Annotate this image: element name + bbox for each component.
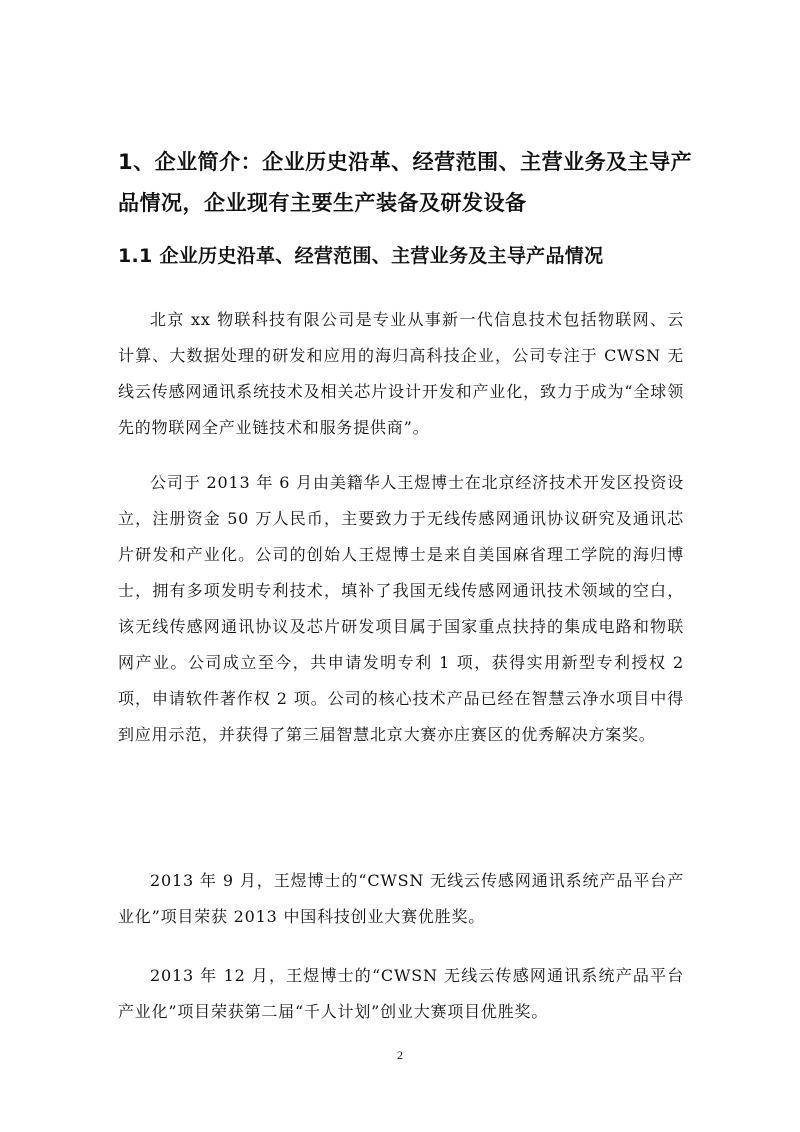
- section-heading-1: 1、企业简介：企业历史沿革、经营范围、主营业务及主导产品情况，企业现有主要生产装备及研发设备: [118, 150, 693, 215]
- paragraph-award-2013-september: 2013 年 9 月，王煜博士的“CWSN 无线云传感网通讯系统产品平台产业化”项目荣获 2013 中国科技创业大赛优胜奖。: [118, 871, 684, 926]
- paragraph-company-intro: 北京 xx 物联科技有限公司是专业从事新一代信息技术包括物联网、云计算、大数据处理的研发和应用的海归高科技企业，公司专注于 CWSN 无线云传感网通讯系统技术及相关芯片设计开发和产业化，致力于成为“全球领先的物联网全产业链技术和服务提供商”。: [118, 310, 684, 437]
- section-heading-1-1: 1.1 企业历史沿革、经营范围、主营业务及主导产品情况: [118, 245, 604, 267]
- paragraph-company-history: 公司于 2013 年 6 月由美籍华人王煜博士在北京经济技术开发区投资设立，注册资金 50 万人民币，主要致力于无线传感网通讯协议研究及通讯芯片研发和产业化。公司的创始人王煜博士是来自美国麻省理工学院的海归博士，拥有多项发明专利技术，填补了我国无线传感网通讯技术领域的空白，该无线传感网通讯协议及芯片研发项目属于国家重点扶持的集成电路和物联网产业。公司成立至今，共申请发明专利 1 项，获得实用新型专利授权 2 项，申请软件著作权 2 项。公司的核心技术产品已经在智慧云净水项目中得到应用示范，并获得了第三届智慧北京大赛亦庄赛区的优秀解决方案奖。: [118, 473, 684, 744]
- page-number: 2: [397, 1048, 403, 1062]
- paragraph-award-2013-december: 2013 年 12 月，王煜博士的“CWSN 无线云传感网通讯系统产品平台产业化”项目荣获第二届“千人计划”创业大赛项目优胜奖。: [118, 966, 684, 1021]
